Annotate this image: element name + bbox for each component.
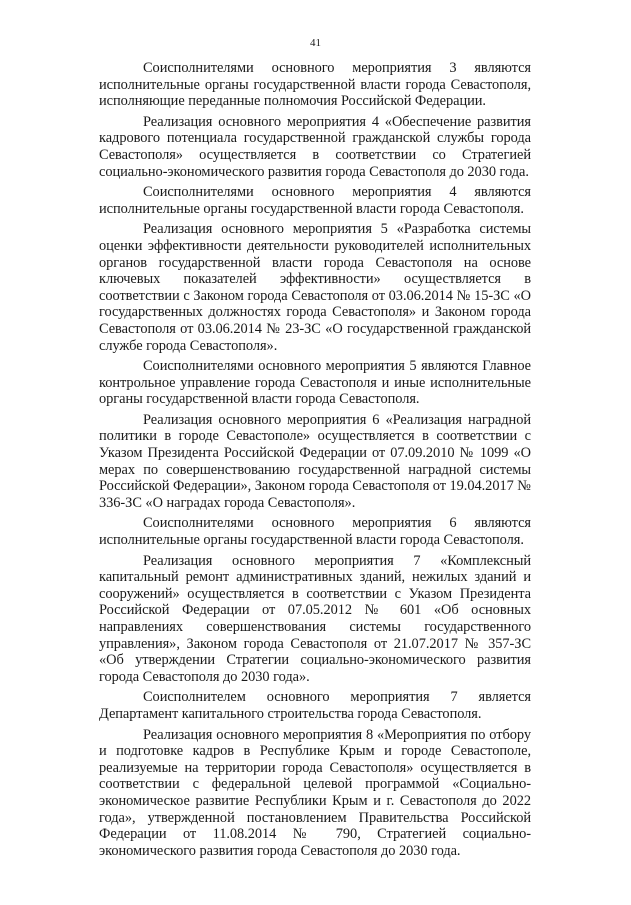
paragraph-coexecutors-3: Соисполнителями основного мероприятия 3 являются исполнительные органы государственной власти города Севастополя, исполняющие переданные полномочия Российской Федерации. [99, 60, 531, 110]
page-number: 41 [310, 37, 321, 49]
paragraph-measure-4: Реализация основного мероприятия 4 «Обеспечение развития кадрового потенциала государственной гражданской службы города Севастополя» осуществляется в соответствии со Стратегией социально-экономического развития города Севастополя до 2030 года. [99, 113, 531, 180]
paragraph-measure-5: Реализация основного мероприятия 5 «Разработка системы оценки эффективности деятельности руководителей исполнительных органов государственной власти города Севастополя на основе ключевых показателей эффективности» осуществляется в соответствии с Законом города Севастополя от 03.06.2014 № 15-ЗС «О государственных должностях города Севастополя» и Законом города Севастополя от 03.06.2014 № 23-ЗС «О государственной гражданской службе города Севастополя». [99, 221, 531, 354]
paragraph-coexecutors-6: Соисполнителями основного мероприятия 6 являются исполнительные органы государственной власти города Севастополя. [99, 515, 531, 549]
paragraph-measure-8: Реализация основного мероприятия 8 «Мероприятия по отбору и подготовке кадров в Республике Крым и городе Севастополе, реализуемые на территории города Севастополя» осуществляется в соответствии с федеральной целевой программой «Социально-экономическое развитие Республики Крым и г. Севастополя до 2022 года», утвержденной постановлением Правительства Российской Федерации от 11.08.2014 № 790, Стратегией социально-экономического развития города Севастополя до 2030 года. [99, 726, 531, 859]
document-body [99, 60, 531, 863]
paragraph-measure-6: Реализация основного мероприятия 6 «Реализация наградной политики в городе Севастополе» осуществляется в соответствии с Указом Президента Российской Федерации от 07.09.2010 № 1099 «О мерах по совершенствованию государственной наградной системы Российской Федерации», Законом города Севастополя от 19.04.2017 № 336-ЗС «О наградах города Севастополя». [99, 411, 531, 511]
paragraph-coexecutors-4: Соисполнителями основного мероприятия 4 являются исполнительные органы государственной власти города Севастополя. [99, 184, 531, 217]
paragraph-measure-7: Реализация основного мероприятия 7 «Комплексный капитальный ремонт административных зданий, нежилых зданий и сооружений» осуществляется в соответствии с Указом Президента Российской Федерации от 07.05.2012 № 601 «Об основных направлениях совершенствования системы государственного управления», Законом города Севастополя от 21.07.2017 № 357-ЗС «Об утверждении Стратегии социально-экономического развития города Севастополя до 2030 года». [99, 552, 531, 685]
paragraph-coexecutors-7: Соисполнителем основного мероприятия 7 является Департамент капитального строительства города Севастополя. [99, 689, 531, 722]
paragraph-coexecutors-5: Соисполнителями основного мероприятия 5 являются Главное контрольное управление города Севастополя и иные исполнительные органы государственной власти города Севастополя. [99, 358, 531, 408]
